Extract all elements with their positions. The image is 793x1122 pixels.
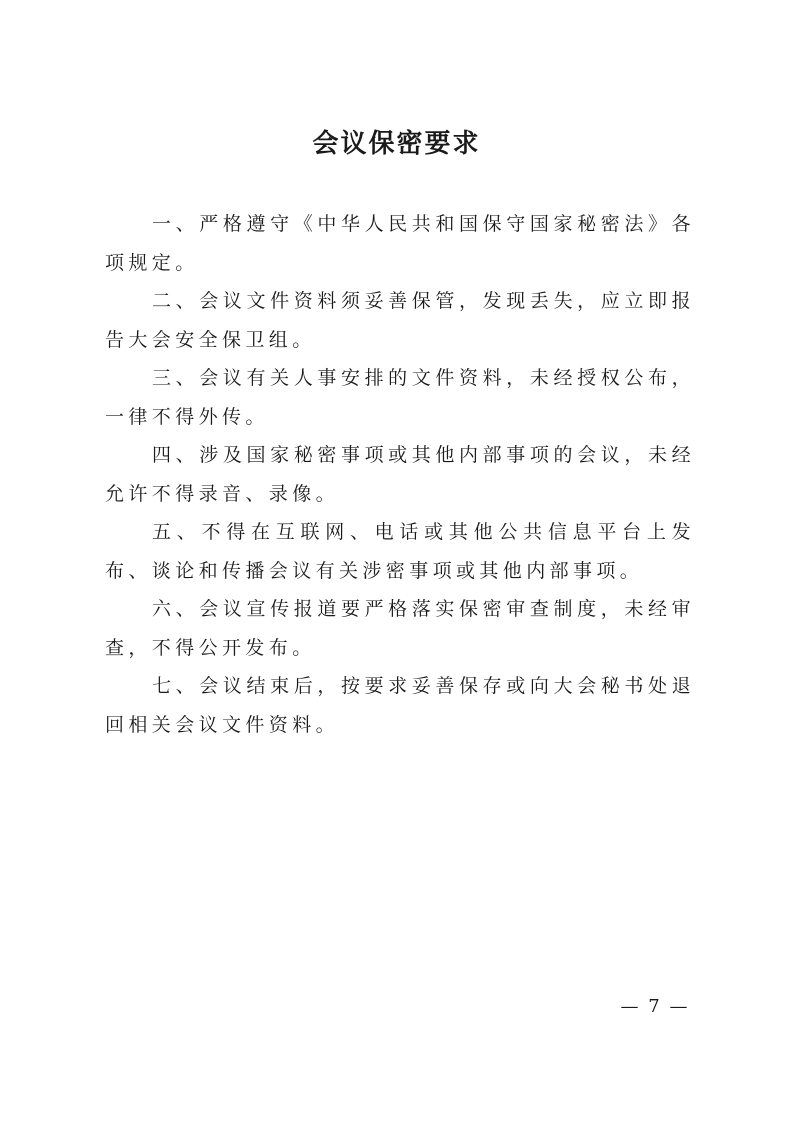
document-body <box>105 205 695 744</box>
requirement-paragraph-4: 四、涉及国家秘密事项或其他内部事项的会议，未经允许不得录音、录像。 <box>105 444 695 505</box>
requirement-paragraph-1: 一、严格遵守《中华人民共和国保守国家秘密法》各项规定。 <box>105 213 695 274</box>
requirement-paragraph-5: 五、不得在互联网、电话或其他公共信息平台上发布、谈论和传播会议有关涉密事项或其他内部事项。 <box>105 521 695 582</box>
page-number: — 7 — <box>620 996 690 1017</box>
requirement-paragraph-6: 六、会议宣传报道要严格落实保密审查制度，未经审查，不得公开发布。 <box>105 598 695 659</box>
document-title: 会议保密要求 <box>312 129 481 159</box>
requirement-paragraph-7: 七、会议结束后，按要求妥善保存或向大会秘书处退回相关会议文件资料。 <box>105 675 695 736</box>
requirement-paragraph-3: 三、会议有关人事安排的文件资料，未经授权公布，一律不得外传。 <box>105 367 695 428</box>
requirement-paragraph-2: 二、会议文件资料须妥善保管，发现丢失，应立即报告大会安全保卫组。 <box>105 290 695 351</box>
